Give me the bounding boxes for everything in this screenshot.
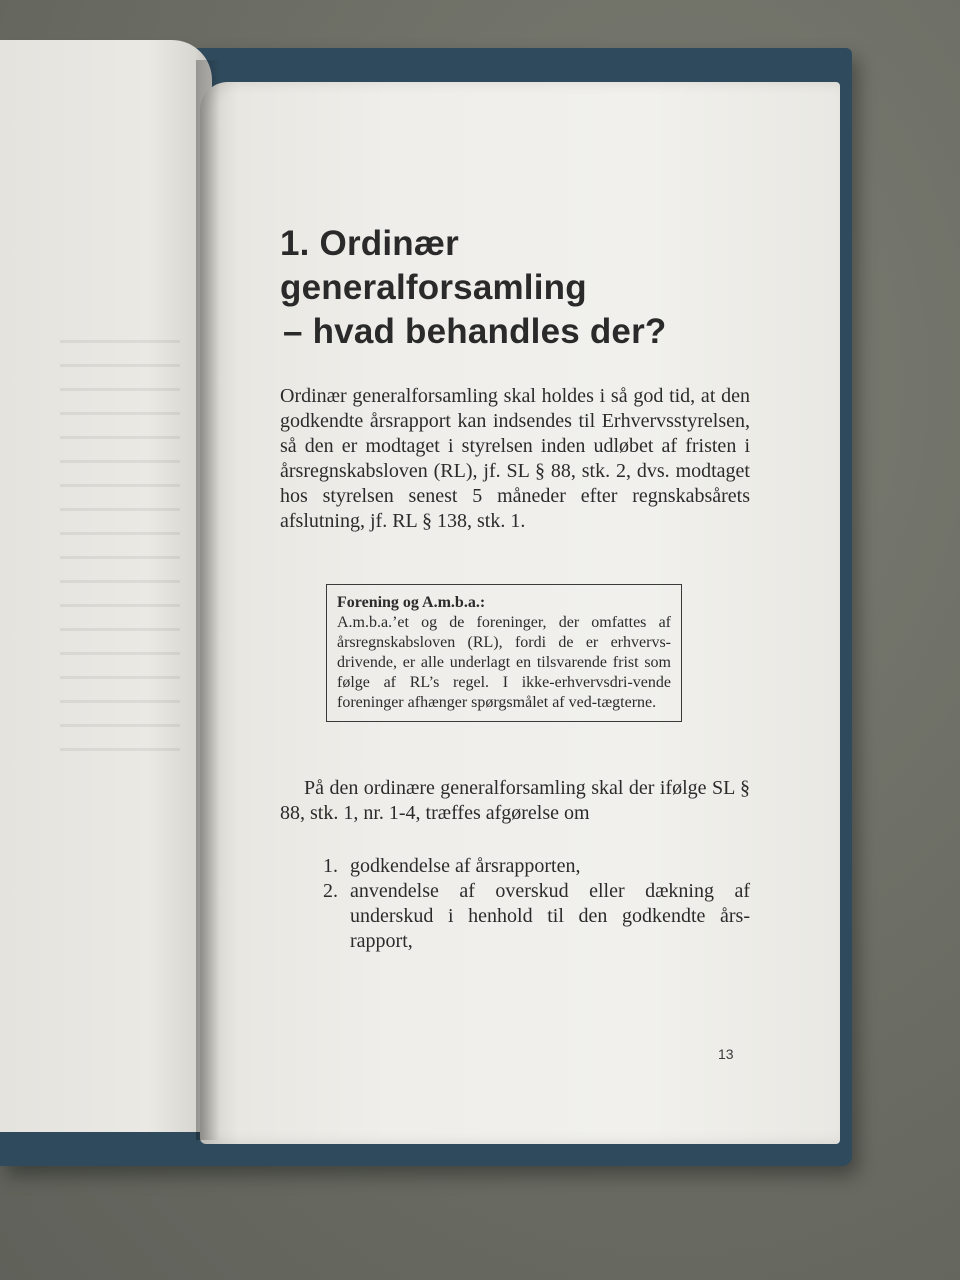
- note-title: Forening og A.m.b.a.:: [337, 594, 486, 611]
- gutter-shadow: [196, 60, 220, 1140]
- intro-paragraph: Ordinær generalforsamling skal holdes i så god tid, at den godkendte årsrapport kan indsendes til Erhvervsstyrelsen, så den er modtaget i styrelsen inden udløbet af fristen i årsregnskabsloven (RL), jf. SL § 88, stk. 2, dvs. modtaget hos styrelsen senest 5 måneder efter regnskabsårets afslutning, jf. RL § 138, stk. 1.: [280, 385, 750, 532]
- second-paragraph: På den ordinære generalforsamling skal der ifølge SL § 88, stk. 1, nr. 1-4, træffes afgørelse om: [280, 777, 750, 824]
- list-item: [280, 879, 750, 954]
- page-content: [280, 222, 750, 954]
- note-text: A.m.b.a.’et og de foreninger, der omfattes af årsregnskabsloven (RL), fordi de er erhvervs-drivende, er alle underlagt en tilsvarende frist som følge af RL’s regel. I ikke-erhvervsdri-vende foreninger afhænger spørgsmålet af ved-tægterne.: [337, 614, 671, 711]
- list-item-number: 1.: [323, 855, 338, 877]
- note-box: [326, 584, 682, 722]
- chapter-title: [280, 222, 750, 354]
- list-item-text: godkendelse af årsrapporten,: [350, 855, 581, 877]
- list-item-number: 2.: [323, 880, 338, 902]
- left-page: [0, 40, 212, 1132]
- chapter-title-line: 1. Ordinær: [280, 224, 459, 263]
- left-page-bleed-through: [60, 340, 180, 760]
- chapter-title-line: – hvad behandles der?: [283, 312, 667, 351]
- chapter-title-line: generalforsamling: [280, 268, 587, 307]
- list-item: [280, 854, 750, 879]
- page-number: 13: [718, 1046, 734, 1062]
- list-item-text: anvendelse af overskud eller dækning af underskud i henhold til den godkendte års-rapport,: [350, 880, 750, 952]
- decision-list: [280, 854, 750, 954]
